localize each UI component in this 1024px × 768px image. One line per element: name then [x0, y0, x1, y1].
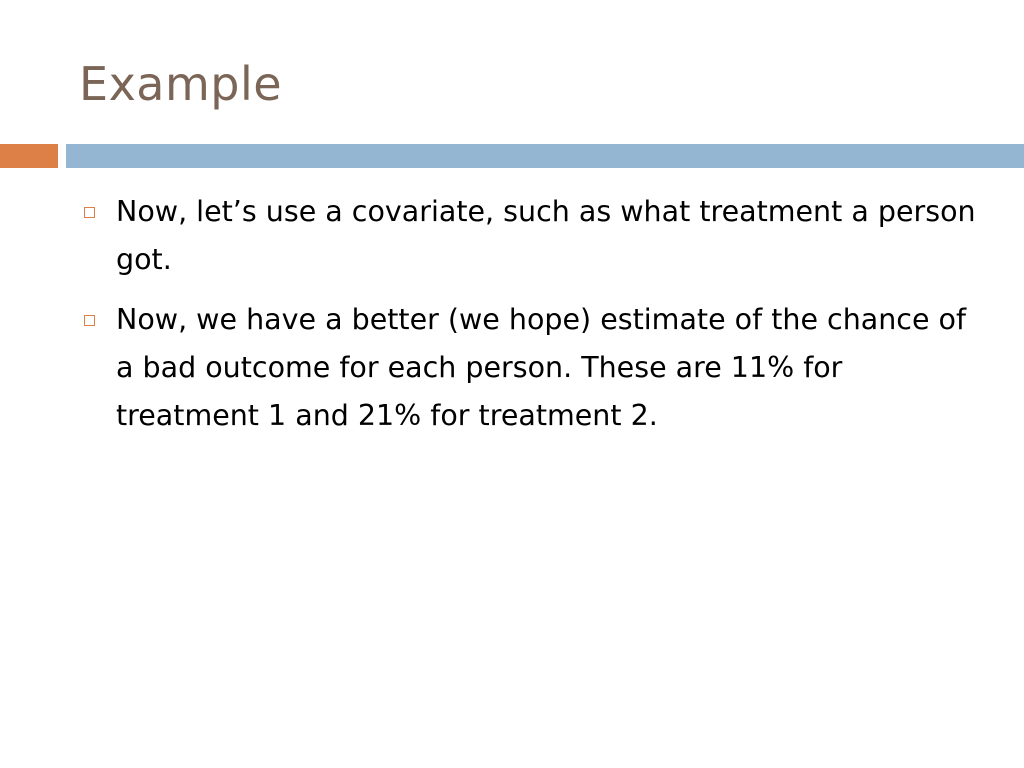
bullet-text: Now, let’s use a covariate, such as what treatment a person got.	[116, 195, 976, 276]
bullet-item	[80, 296, 980, 440]
bullet-text: Now, we have a better (we hope) estimate of the chance of a bad outcome for each person. These are 11% for treatment 1 and 21% for treatment 2.	[116, 303, 967, 432]
accent-bar-orange	[0, 144, 58, 168]
hollow-square-bullet-icon	[84, 315, 95, 326]
slide-title: Example	[79, 57, 283, 111]
bullet-item	[80, 188, 980, 284]
hollow-square-bullet-icon	[84, 207, 95, 218]
bullet-list	[80, 188, 980, 452]
accent-bar-blue	[66, 144, 1024, 168]
